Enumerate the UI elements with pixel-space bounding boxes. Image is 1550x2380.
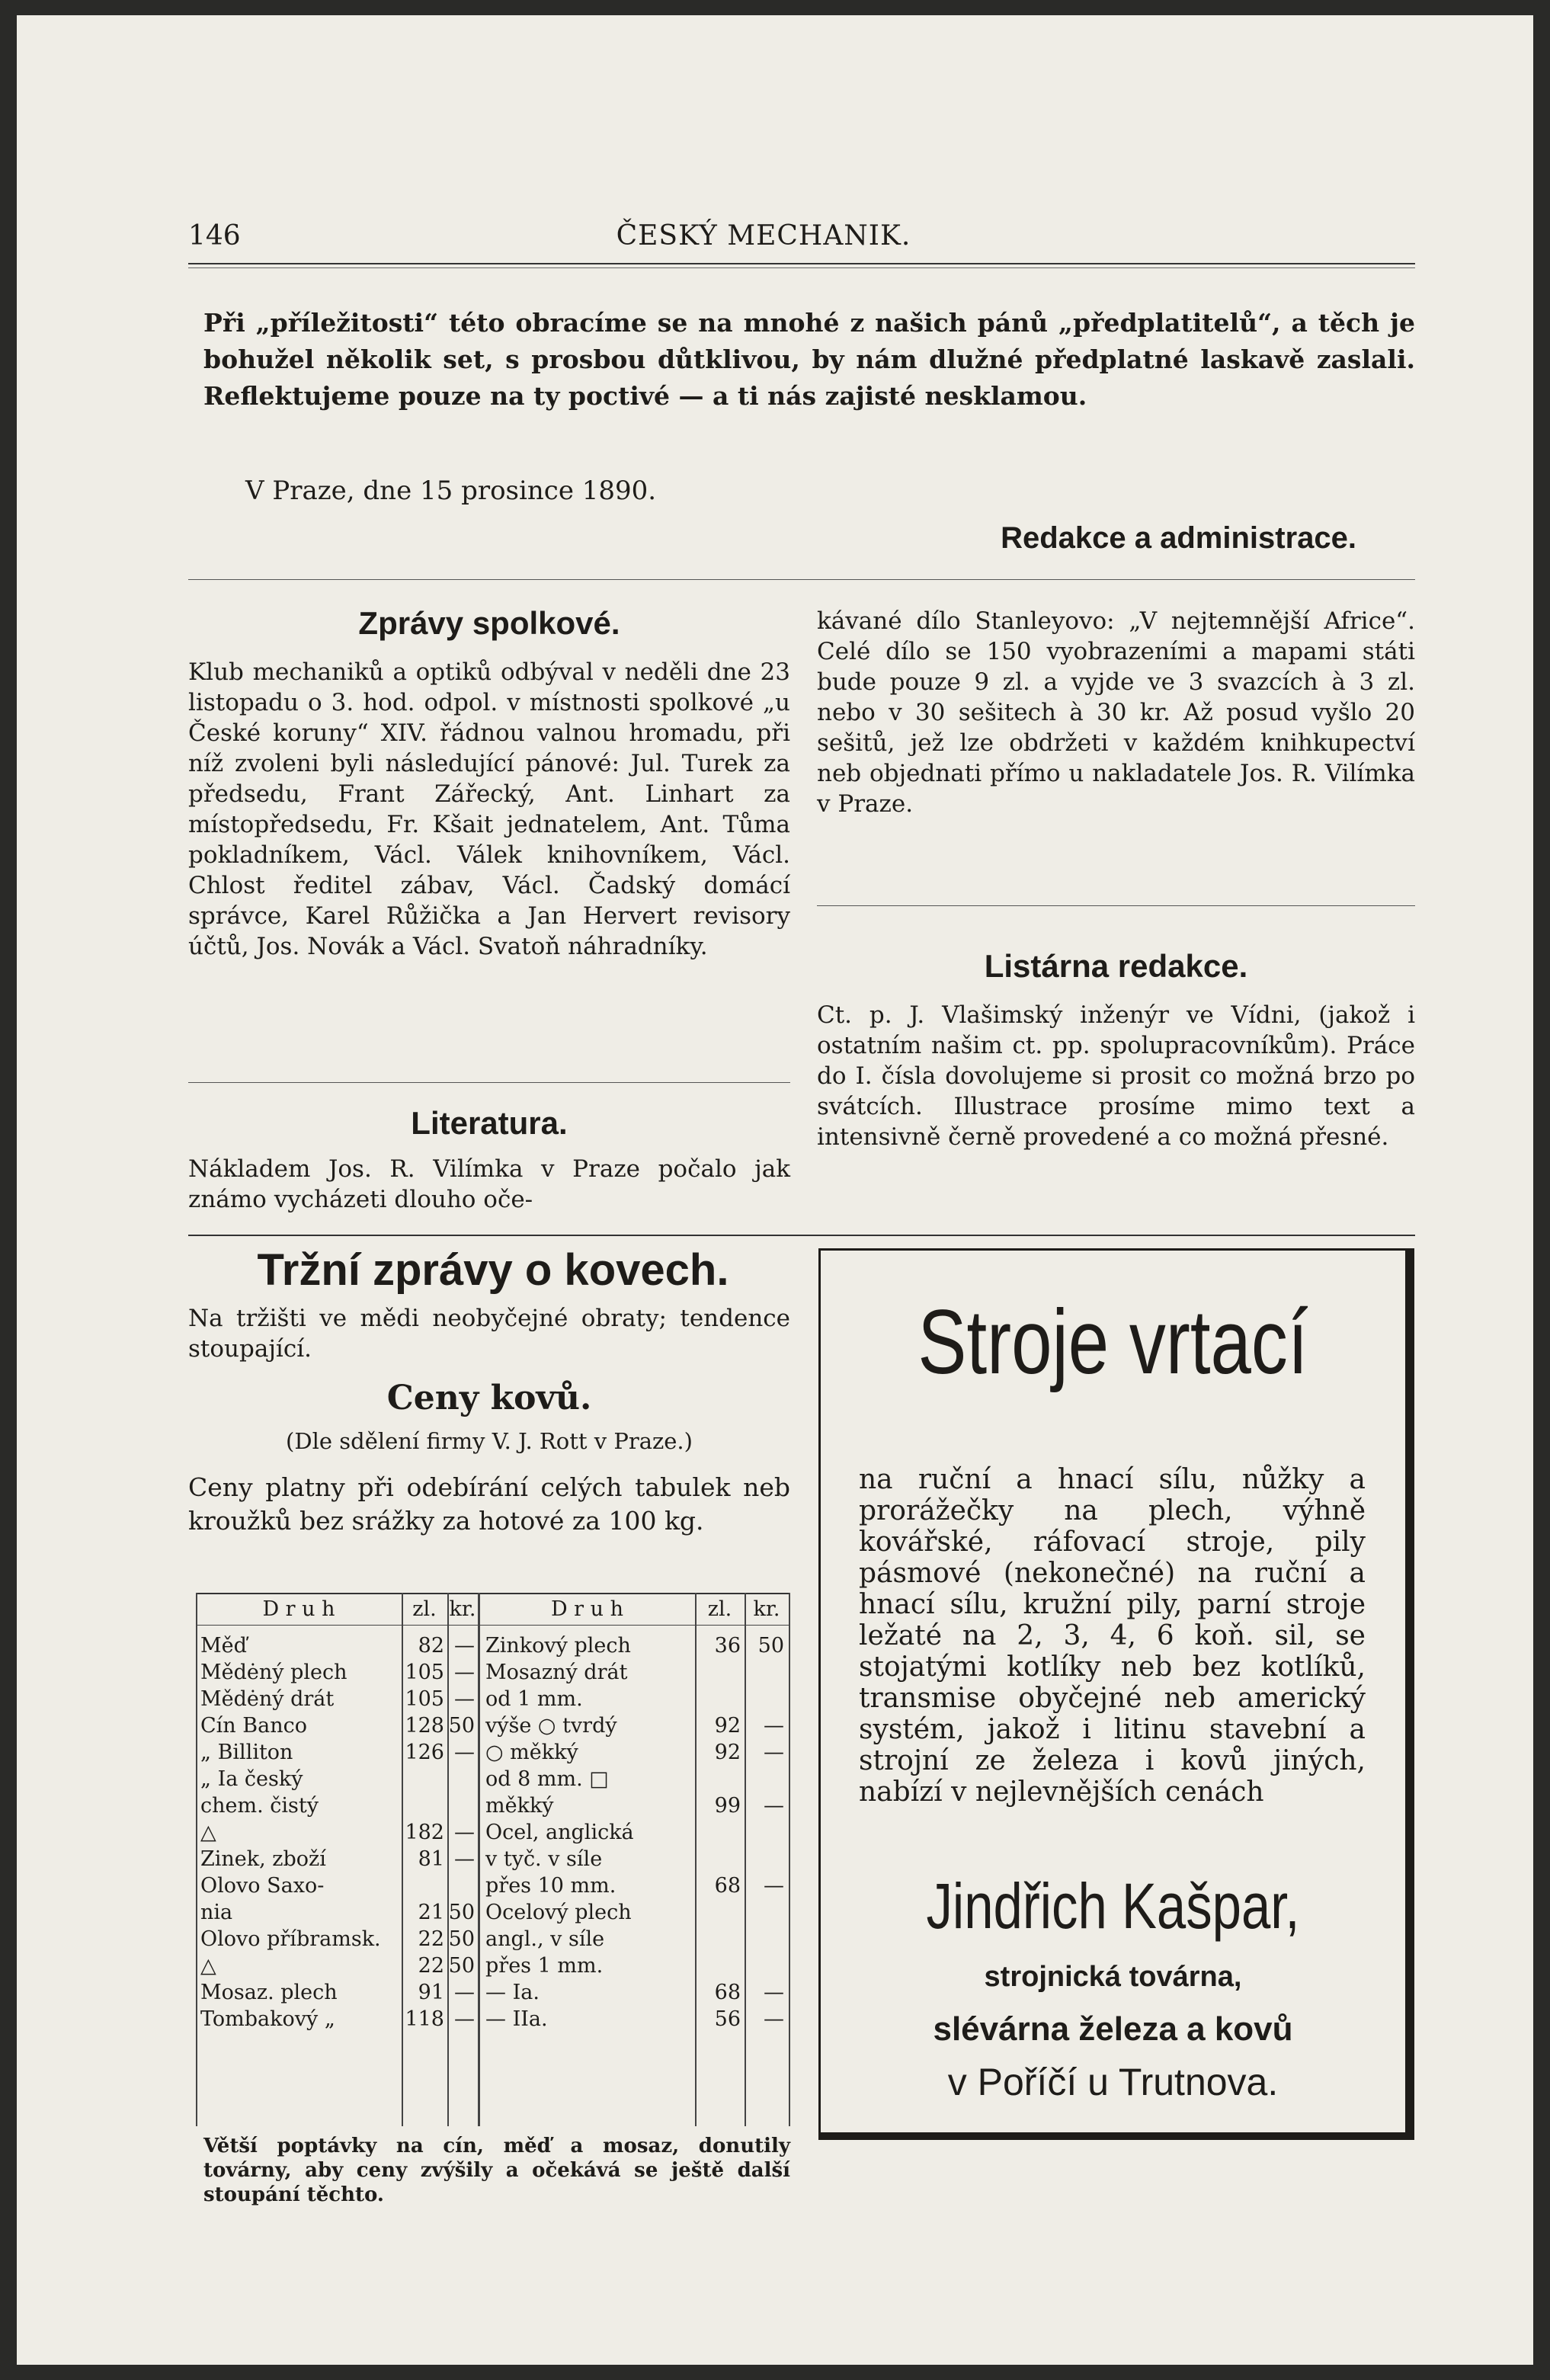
left-cell-kr: — [454,1981,475,2004]
table-row [196,1792,790,1819]
table-header-rule [196,1625,790,1626]
ceny-source: (Dle sdělení firmy V. J. Rott v Praze.) [286,1428,693,1454]
left-cell-zl: 118 [405,2007,444,2031]
right-cell-kr: — [764,1794,784,1818]
left-cell-name: Zinek, zboží [200,1847,326,1871]
left-cell-name: Mědėný plech [200,1661,347,1684]
notice-signature: Redakce a administrace. [1001,521,1356,555]
right-cell-name: — IIa. [485,2007,548,2031]
literatura-heading: Literatura. [411,1105,568,1141]
left-cell-name: Mosaz. plech [200,1981,338,2004]
right-cell-name: přes 10 mm. [485,1874,616,1898]
literatura-continuation: kávané dílo Stanleyovo: „V nejtemnější Africe“. Celé dílo se 150 vyobrazeními a mapami státi bude pouze 9 zl. a vyjde ve 3 svazcích à 3 zl. nebo v 30 sešitech à 30 kr. Až posud vyšlo 20 sešitů, jež lze obdržeti v každém knihkupectví neb objednati přímo u nakladatele Jos. R. Vilímka v Praze. [817,607,1415,818]
col-kr-right: kr. [753,1597,780,1621]
col-zl: zl. [412,1597,437,1621]
advert-box [818,1248,1414,2140]
left-cell-zl: 126 [405,1741,444,1764]
advert-line1: strojnická továrna, [984,1961,1242,1993]
right-cell-name: přes 1 mm. [485,1954,604,1978]
col-zl-right: zl. [707,1597,732,1621]
right-cell-name: ○ měkký [485,1741,578,1764]
advert-line3: v Poříčí u Trutnova. [947,2061,1279,2103]
table-row [196,1712,790,1739]
right-cell-name: Mosazný drát [485,1661,628,1684]
rule-mid [188,1235,1415,1236]
table-row [196,1766,790,1792]
right-cell-name: výše ○ tvrdý [485,1714,617,1738]
left-cell-name: chem. čistý [200,1794,319,1818]
journal-title: ČESKÝ MECHANIK. [616,220,911,251]
left-cell-zl: 105 [405,1661,444,1684]
advert-title: Stroje vrtací [918,1291,1308,1393]
left-cell-zl: 182 [405,1821,444,1844]
left-cell-kr: — [454,1687,475,1711]
right-cell-kr: 50 [757,1634,784,1658]
left-cell-name: nia [200,1901,233,1924]
trzni-footer: Větší poptávky na cín, měď a mosaz, donutily továrny, aby ceny zvýšily a očekává se ještě další stoupání těchto. [203,2135,790,2206]
left-cell-name: Tombakový „ [200,2007,335,2031]
zpravy-text: Klub mechaniků a optiků odbýval v neděli dne 23 listopadu o 3. hod. odpol. v místnosti spolkové „u České koruny“ XIV. řádnou valnou hromadu, při níž zvoleni byli následující pánové: Jul. Turek za předsedu, Frant Zářecký, Ant. Linhart za místopředsedu, Fr. Kšait jednatelem, Ant. Tůma pokladníkem, Václ. Válek knihovníkem, Václ. Chlost ředitel zábav, Václ. Čadský domácí správce, Karel Růžička a Jan Hervert revisory účtů, Jos. Novák a Václ. Svatoň náhradníky. [188,658,790,960]
ceny-heading: Ceny kovů. [386,1379,592,1417]
left-cell-zl: 22 [418,1927,444,1951]
left-cell-kr: 50 [448,1901,475,1924]
listarna-text: Ct. p. J. Vlašimský inženýr ve Vídni, (jakož i ostatním našim ct. pp. spolupracovníkům). Práce do I. čísla dovolujeme si prosit co možná brzo po svátcích. Illustrace prosíme mimo text a intensivně černě provedené a co možná přesné. [817,1001,1415,1151]
col-kr: kr. [449,1597,476,1621]
table-row [196,1739,790,1766]
price-table [196,1593,790,2126]
right-cell-zl: 92 [714,1741,741,1764]
trzni-heading: Tržní zprávy o kovech. [257,1245,729,1295]
listarna-heading: Listárna redakce. [984,948,1248,984]
left-cell-zl: 82 [418,1634,444,1658]
right-cell-kr: — [764,1874,784,1898]
right-cell-zl: 36 [714,1634,741,1658]
table-row [196,1846,790,1872]
right-cell-name: Ocel, anglická [485,1821,634,1844]
right-cell-kr: — [764,1741,784,1764]
left-cell-kr: — [454,1847,475,1871]
left-cell-name: Měď [200,1634,247,1658]
rule-notice [188,579,1415,580]
left-cell-kr: — [454,1634,475,1658]
right-cell-name: od 1 mm. [485,1687,583,1711]
table-row [196,1686,790,1712]
table-row [196,1872,790,1899]
right-cell-name: od 8 mm. □ [485,1767,609,1791]
zpravy-heading: Zprávy spolkové. [358,605,620,641]
rule-zpravy [188,1082,790,1083]
right-cell-name: měkký [485,1794,554,1818]
left-cell-zl: 128 [405,1714,444,1738]
right-cell-kr: — [764,1981,784,2004]
col-druh-right: D r u h [550,1597,624,1621]
right-cell-zl: 68 [714,1874,741,1898]
right-cell-zl: 68 [714,1981,741,2004]
left-cell-kr: — [454,1821,475,1844]
left-cell-name: „ Ia český [200,1767,303,1791]
ceny-note: Ceny platny při odebírání celých tabulek neb kroužků bez srážky za hotové za 100 kg. [188,1472,790,1536]
right-cell-kr: — [764,2007,784,2031]
left-cell-name: △ [200,1954,216,1978]
page [17,15,1533,2365]
right-cell-zl: 56 [714,2007,741,2031]
left-cell-kr: — [454,1741,475,1764]
table-body [196,1632,790,2120]
col-druh: D r u h [262,1597,335,1621]
left-cell-name: Cín Banco [200,1714,307,1738]
table-row [196,2006,790,2032]
left-cell-name: △ [200,1821,216,1844]
left-cell-name: Mědėný drát [200,1687,335,1711]
left-cell-kr: 50 [448,1927,475,1951]
table-top-rule [196,1593,790,1594]
left-cell-kr: — [454,2007,475,2031]
left-cell-kr: 50 [448,1714,475,1738]
table-row [196,1819,790,1846]
trzni-intro: Na tržišti ve mědi neobyčejné obraty; tendence stoupající. [188,1305,790,1363]
advert-company: Jindřich Kašpar, [926,1870,1300,1942]
left-cell-zl: 21 [418,1901,444,1924]
left-cell-kr: 50 [448,1954,475,1978]
left-cell-zl: 91 [418,1981,444,2004]
right-cell-zl: 92 [714,1714,741,1738]
literatura-text: Nákladem Jos. R. Vilímka v Praze počalo jak známo vycházeti dlouho oče- [188,1155,790,1213]
table-header-row [196,1596,790,1622]
left-cell-zl: 22 [418,1954,444,1978]
notice-date: V Praze, dne 15 prosince 1890. [245,476,657,506]
right-cell-name: v tyč. v síle [485,1847,603,1871]
left-cell-zl: 105 [405,1687,444,1711]
table-row [196,1926,790,1952]
table-row [196,1979,790,2006]
right-cell-name: Zinkový plech [485,1634,631,1658]
header-rule [188,263,1415,264]
right-cell-kr: — [764,1714,784,1738]
right-cell-name: — Ia. [485,1981,540,2004]
table-row [196,1632,790,1659]
left-cell-zl: 81 [418,1847,444,1871]
advert-line2: slévárna železa a kovů [933,2010,1293,2048]
left-cell-name: „ Billiton [200,1741,293,1764]
table-row [196,1952,790,1979]
right-cell-name: angl., v síle [485,1927,605,1951]
advert-body: na ruční a hnací sílu, nůžky a prorážečky na plech, výhně kovářské, ráfovací stroje, pily pásmové (nekonečné) na ruční a hnací sílu, kružní pily, parní stroje ležaté na 2, 3, 4, 6 koň. sil, se stojatými kotlíky neb bez kotlíků, transmise obyčejné neb americký systém, jakož i litinu stavební a strojní ze železa i kovů jiných, nabízí v nejlevnějších cenách [859,1464,1366,1808]
header-rule-thin [188,267,1415,268]
left-cell-name: Olovo příbramsk. [200,1927,381,1951]
rule-right [817,905,1415,906]
table-row [196,1659,790,1686]
left-cell-kr: — [454,1661,475,1684]
right-cell-name: Ocelový plech [485,1901,632,1924]
left-cell-name: Olovo Saxo- [200,1874,325,1898]
notice-text: Při „příležitosti“ této obracíme se na mnohé z našich pánů „předplatitelů“, a těch je bohužel několik set, s prosbou důtklivou, by nám dlužné předplatné laskavě zaslali. Reflektujeme pouze na ty poctivé — a ti nás zajisté nesklamou. [203,308,1415,411]
page-number: 146 [188,220,241,251]
right-cell-zl: 99 [714,1794,741,1818]
table-row [196,1899,790,1926]
